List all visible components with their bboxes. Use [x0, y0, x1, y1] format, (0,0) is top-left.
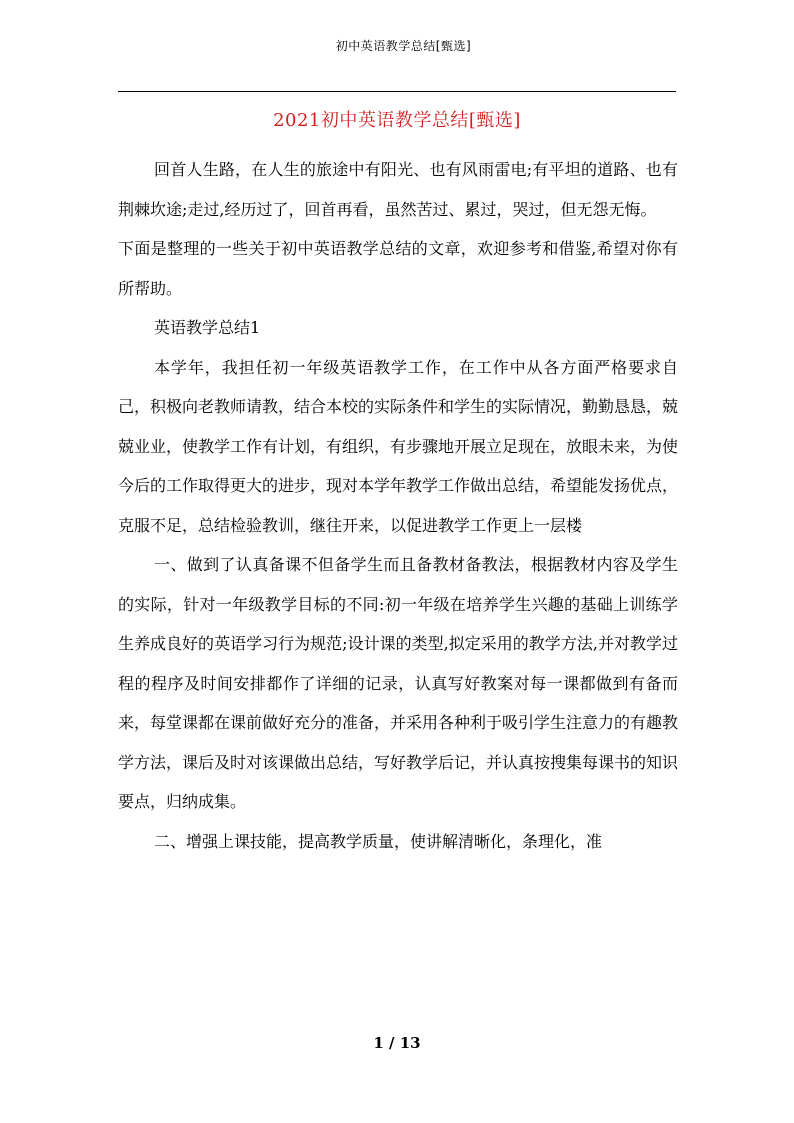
paragraph-intro: 回首人生路，在人生的旅途中有阳光、也有风雨雷电;有平坦的道路、也有荆棘坎途;走过,经历过了，回首再看，虽然苦过、累过，哭过，但无怨无悔。: [118, 160, 678, 219]
section-heading: 英语教学总结1: [154, 318, 261, 337]
document-body: [118, 150, 678, 861]
document-title: 2021初中英语教学总结[甄选]: [273, 110, 521, 131]
paragraph-point-one: 一、做到了认真备课不但备学生而且备教材备教法，根据教材内容及学生的实际，针对一年级教学目标的不同:初一年级在培养学生兴趣的基础上训练学生养成良好的英语学习行为规范;设计课的类型,拟定采用的教学方法,并对教学过程的程序及时间安排都作了详细的记录，认真写好教案对每一课都做到有备而来，每堂课都在课前做好充分的准备，并采用各种利于吸引学生注意力的有趣教学方法，课后及时对该课做出总结，写好教学后记，并认真按搜集每课书的知识要点，归纳成集。: [118, 555, 679, 811]
paragraph-point-two: 二、增强上课技能，提高教学质量，使讲解清晰化，条理化，准: [154, 831, 603, 851]
page-number: 1 / 13: [373, 1034, 421, 1052]
page-header: 初中英语教学总结[甄选]: [322, 39, 472, 53]
paragraph-note: 下面是整理的一些关于初中英语教学总结的文章，欢迎参考和借鉴,希望对你有所帮助。: [118, 239, 678, 298]
header-divider: [118, 91, 676, 92]
paragraph-summary: 本学年，我担任初一年级英语教学工作，在工作中从各方面严格要求自己，积极向老教师请教，结合本校的实际条件和学生的实际情况，勤勤恳恳，兢兢业业，使教学工作有计划，有组织，有步骤地开展立足现在，放眼未来，为使今后的工作取得更大的进步，现对本学年教学工作做出总结，希望能发扬优点，克服不足，总结检验教训，继往开来，以促进教学工作更上一层楼: [118, 357, 679, 535]
